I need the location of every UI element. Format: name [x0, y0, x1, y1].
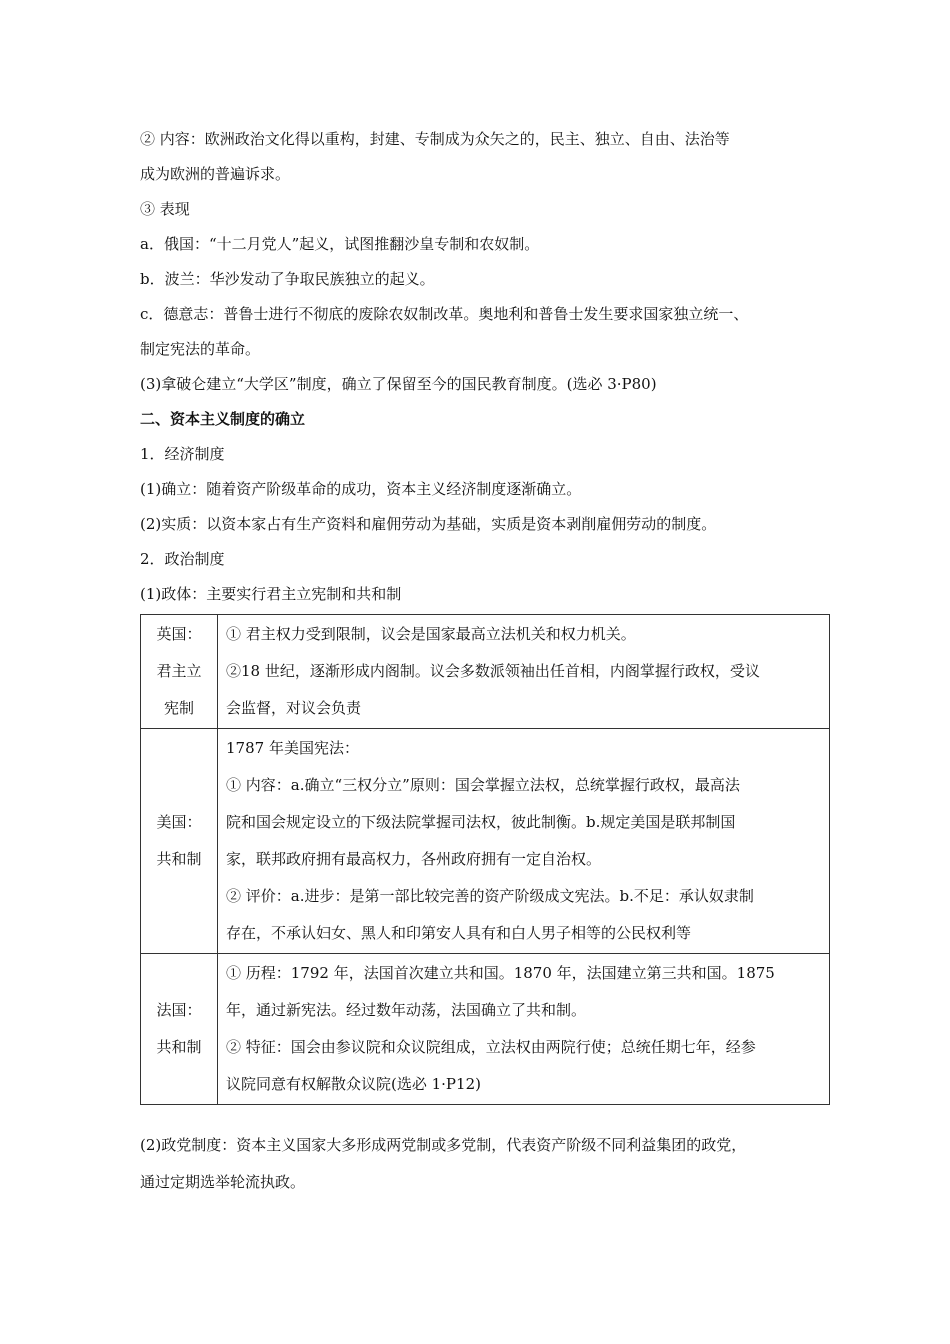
section-title: 二、资本主义制度的确立: [140, 410, 306, 428]
party-line-1: (2)政党制度：资本主义国家大多形成两党制或多党制，代表资产阶级不同利益集团的政党，: [140, 1136, 747, 1154]
label-uk-2: 君主立: [156, 662, 202, 680]
econ-essence: (2)实质：以资本家占有生产资料和雇佣劳动为基础，实质是资本剥削雇佣劳动的制度。: [140, 515, 717, 533]
content-line-1: ② 内容：欧洲政治文化得以重构，封建、专制成为众矢之的，民主、独立、自由、法治等: [140, 130, 730, 148]
content-uk: [218, 615, 830, 729]
pol-title: 2．政治制度: [140, 550, 225, 568]
us-line-4: 家，联邦政府拥有最高权力，各州政府拥有一定自治权。: [226, 850, 602, 868]
item-germany-line-2: 制定宪法的革命。: [140, 340, 261, 358]
econ-establish: (1)确立：随着资产阶级革命的成功，资本主义经济制度逐渐确立。: [140, 480, 582, 498]
fr-line-4: 议院同意有权解散众议院(选必 1·P12): [226, 1075, 481, 1093]
us-line-5: ② 评价：a.进步：是第一部比较完善的资产阶级成文宪法。b.不足：承认奴隶制: [226, 887, 754, 905]
item-poland: b．波兰：华沙发动了争取民族独立的起义。: [140, 270, 435, 288]
document-page: [140, 122, 820, 1201]
uk-line-1: ① 君主权力受到限制，议会是国家最高立法机关和权力机关。: [226, 625, 636, 643]
napoleon-line: (3)拿破仑建立“大学区”制度，确立了保留至今的国民教育制度。(选必 3·P80): [140, 375, 657, 393]
label-uk-1: 英国：: [156, 625, 202, 643]
uk-line-3: 会监督，对议会负责: [226, 699, 362, 717]
econ-title: 1．经济制度: [140, 445, 225, 463]
content-line-2: 成为欧洲的普遍诉求。: [140, 165, 291, 183]
label-fr-2: 共和制: [156, 1038, 202, 1056]
us-line-2: ① 内容：a.确立“三权分立”原则：国会掌握立法权，总统掌握行政权，最高法: [226, 776, 740, 794]
label-us: [141, 729, 218, 954]
table-row-fr: [141, 954, 830, 1105]
table-row-us: [141, 729, 830, 954]
us-line-6: 存在，不承认妇女、黑人和印第安人具有和白人男子相等的公民权利等: [226, 924, 692, 942]
label-us-2: 共和制: [156, 850, 202, 868]
content-us: [218, 729, 830, 954]
uk-line-2: ②18 世纪，逐渐形成内阁制。议会多数派领袖出任首相，内阁掌握行政权，受议: [226, 662, 760, 680]
label-fr: [141, 954, 218, 1105]
party-line-2: 通过定期选举轮流执政。: [140, 1173, 306, 1191]
label-uk: [141, 615, 218, 729]
manifest-heading: ③ 表现: [140, 200, 190, 218]
item-germany-line-1: c．德意志：普鲁士进行不彻底的废除农奴制改革。奥地利和普鲁士发生要求国家独立统一、: [140, 305, 749, 323]
item-russia: a．俄国：“十二月党人”起义，试图推翻沙皇专制和农奴制。: [140, 235, 540, 253]
label-uk-3: 宪制: [163, 699, 194, 717]
pol-regime: (1)政体：主要实行君主立宪制和共和制: [140, 585, 402, 603]
label-us-1: 美国：: [156, 813, 202, 831]
political-system-table: [140, 614, 830, 1105]
label-fr-1: 法国：: [156, 1001, 202, 1019]
fr-line-2: 年，通过新宪法。经过数年动荡，法国确立了共和制。: [226, 1001, 587, 1019]
party-system: [140, 1127, 820, 1201]
table-row-uk: [141, 615, 830, 729]
us-line-1: 1787 年美国宪法：: [226, 739, 359, 757]
us-line-3: 院和国会规定设立的下级法院掌握司法权，彼此制衡。b.规定美国是联邦制国: [226, 813, 736, 831]
fr-line-3: ② 特征：国会由参议院和众议院组成，立法权由两院行使；总统任期七年，经参: [226, 1038, 756, 1056]
fr-line-1: ① 历程：1792 年，法国首次建立共和国。1870 年，法国建立第三共和国。1875: [226, 964, 775, 982]
content-fr: [218, 954, 830, 1105]
